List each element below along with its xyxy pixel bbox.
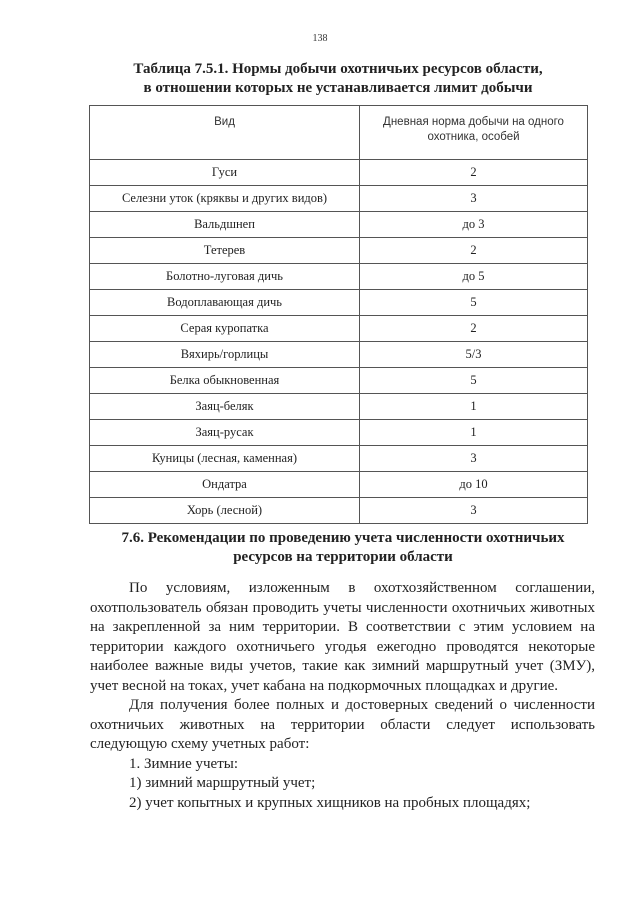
daily-norm-cell: 2: [360, 160, 588, 186]
list-item: 1. Зимние учеты:: [129, 755, 238, 772]
table-body: [90, 160, 588, 524]
species-cell: Болотно-луговая дичь: [90, 264, 360, 290]
paragraph: Для получения более полных и достоверных сведений о численности охотничьих животных на территории области следует использовать следующую схему учетных работ:: [90, 697, 595, 752]
section-heading-line-1: 7.6. Рекомендации по проведению учета численности охотничьих: [121, 530, 565, 546]
table-row: [90, 186, 588, 212]
daily-norm-cell: 2: [360, 238, 588, 264]
daily-norm-cell: до 3: [360, 212, 588, 238]
table-row: [90, 264, 588, 290]
species-cell: Вальдшнеп: [90, 212, 360, 238]
species-cell: Гуси: [90, 160, 360, 186]
table-row: [90, 238, 588, 264]
table-title-line-1: Таблица 7.5.1. Нормы добычи охотничьих ресурсов области,: [133, 61, 543, 77]
list-item: 2) учет копытных и крупных хищников на пробных площадях;: [129, 794, 531, 811]
table-row: [90, 290, 588, 316]
species-cell: Вяхирь/горлицы: [90, 342, 360, 368]
table-row: [90, 368, 588, 394]
table-row: [90, 212, 588, 238]
species-cell: Белка обыкновенная: [90, 368, 360, 394]
species-cell: Селезни уток (кряквы и других видов): [90, 186, 360, 212]
paragraph: По условиям, изложенным в охотхозяйственном соглашении, охотпользователь обязан проводить учеты численности охотничьих животных на закрепленной за ним территории. В соответствии с этим условием на территории каждого охотничьего угодья ежегодно проводятся некоторые наиболее важные виды учетов, такие как зимний маршрутный учет (ЗМУ), учет весной на токах, учет кабана на подкормочных площадках и другие.: [90, 580, 595, 694]
table-row: [90, 316, 588, 342]
species-cell: Тетерев: [90, 238, 360, 264]
table-header-row: [90, 106, 588, 160]
species-cell: Водоплавающая дичь: [90, 290, 360, 316]
daily-norm-cell: 5: [360, 290, 588, 316]
species-cell: Куницы (лесная, каменная): [90, 446, 360, 472]
table-row: [90, 446, 588, 472]
daily-norm-cell: 3: [360, 498, 588, 524]
daily-norm-cell: до 5: [360, 264, 588, 290]
daily-norm-cell: 5: [360, 368, 588, 394]
table-row: [90, 394, 588, 420]
daily-norm-cell: 2: [360, 316, 588, 342]
table-title-line-2: в отношении которых не устанавливается лимит добычи: [143, 80, 533, 96]
table-row: [90, 498, 588, 524]
hunting-norms-table: [89, 105, 588, 524]
species-cell: Серая куропатка: [90, 316, 360, 342]
table-row: [90, 420, 588, 446]
daily-norm-cell: 3: [360, 446, 588, 472]
table-row: [90, 342, 588, 368]
table-row: [90, 160, 588, 186]
column-header-species: Вид: [90, 106, 360, 160]
section-heading-line-2: ресурсов на территории области: [233, 549, 453, 565]
daily-norm-cell: 1: [360, 394, 588, 420]
daily-norm-cell: до 10: [360, 472, 588, 498]
column-header-daily-norm: Дневная норма добычи на одного охотника, особей: [360, 106, 588, 160]
species-cell: Хорь (лесной): [90, 498, 360, 524]
section-heading: [88, 529, 598, 567]
table-title: [88, 60, 588, 98]
page-number: 138: [312, 33, 328, 44]
species-cell: Заяц-беляк: [90, 394, 360, 420]
daily-norm-cell: 3: [360, 186, 588, 212]
daily-norm-cell: 1: [360, 420, 588, 446]
species-cell: Заяц-русак: [90, 420, 360, 446]
daily-norm-cell: 5/3: [360, 342, 588, 368]
body-text: [90, 579, 595, 813]
species-cell: Ондатра: [90, 472, 360, 498]
list-item: 1) зимний маршрутный учет;: [129, 775, 316, 791]
table-row: [90, 472, 588, 498]
